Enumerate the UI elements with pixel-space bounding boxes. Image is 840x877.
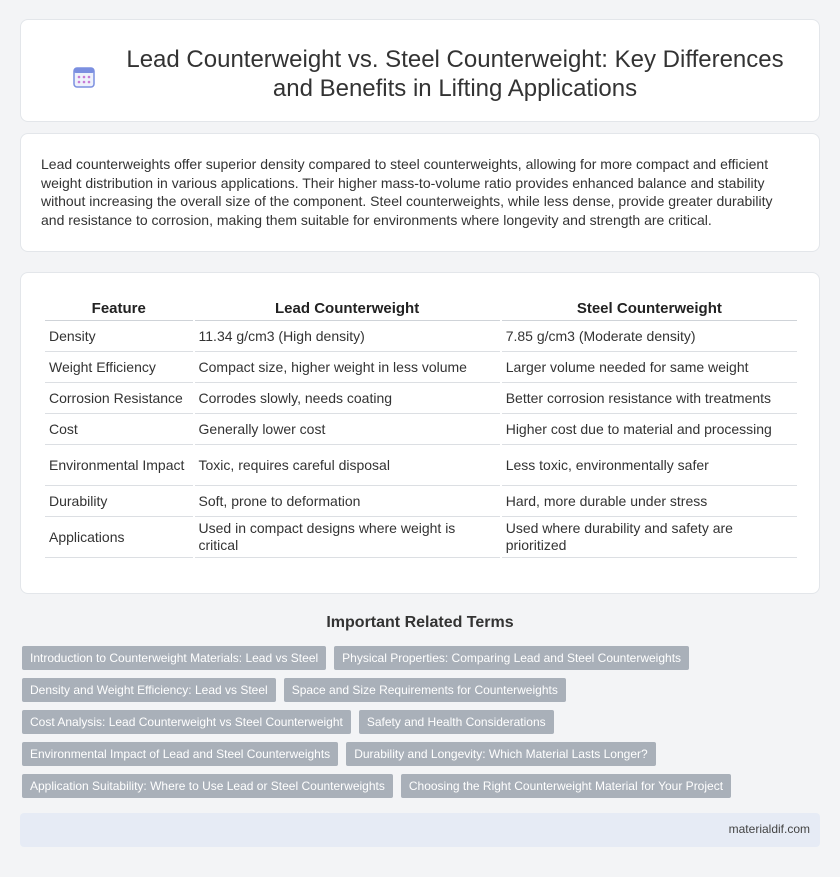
comparison-card [20,272,820,594]
related-term-link[interactable]: Safety and Health Considerations [359,710,554,734]
row-steel: Hard, more durable under stress [502,486,797,517]
calendar-icon [73,66,95,88]
header-lead: Lead Counterweight [195,297,500,321]
row-feature: Corrosion Resistance [45,383,193,414]
row-lead: Used in compact designs where weight is critical [195,517,500,558]
title-card [20,19,820,122]
row-feature: Applications [45,517,193,558]
related-terms-list [22,646,812,806]
intro-card [20,133,820,252]
row-lead: 11.34 g/cm3 (High density) [195,321,500,352]
row-steel: Higher cost due to material and processing [502,414,797,445]
row-lead: Compact size, higher weight in less volume [195,352,500,383]
row-feature: Weight Efficiency [45,352,193,383]
related-term-link[interactable]: Durability and Longevity: Which Material Lasts Longer? [346,742,655,766]
row-feature: Cost [45,414,193,445]
related-term-link[interactable]: Physical Properties: Comparing Lead and Steel Counterweights [334,646,689,670]
table-header-row [45,297,797,321]
comparison-table [43,297,799,558]
row-feature: Environmental Impact [45,445,193,486]
related-term-link[interactable]: Environmental Impact of Lead and Steel Counterweights [22,742,338,766]
table-row [45,414,797,445]
row-lead: Soft, prone to deformation [195,486,500,517]
table-row [45,445,797,486]
table-row [45,383,797,414]
row-steel: Better corrosion resistance with treatments [502,383,797,414]
table-row [45,321,797,352]
related-term-link[interactable]: Cost Analysis: Lead Counterweight vs Steel Counterweight [22,710,351,734]
row-lead: Toxic, requires careful disposal [195,445,500,486]
header-feature: Feature [45,297,193,321]
row-lead: Generally lower cost [195,414,500,445]
table-row [45,517,797,558]
related-terms-heading: Important Related Terms [326,614,514,631]
related-term-link[interactable]: Choosing the Right Counterweight Material for Your Project [401,774,731,798]
related-term-link[interactable]: Application Suitability: Where to Use Lead or Steel Counterweights [22,774,393,798]
row-feature: Density [45,321,193,352]
row-steel: Less toxic, environmentally safer [502,445,797,486]
row-steel: Used where durability and safety are prioritized [502,517,797,558]
footer-site-name: materialdif.com [728,822,810,836]
related-term-link[interactable]: Space and Size Requirements for Counterweights [284,678,566,702]
header-steel: Steel Counterweight [502,297,797,321]
intro-paragraph: Lead counterweights offer superior density compared to steel counterweights, allowing for more compact and efficient weight distribution in various applications. Their higher mass-to-volume ratio provides enhanced balance and stability without increasing the overall size of the component. Steel counterweights, while less dense, provide greater durability and resistance to corrosion, making them suitable for environments where longevity and strength are critical. [41,156,773,228]
row-lead: Corrodes slowly, needs coating [195,383,500,414]
footer [20,813,820,847]
table-row [45,352,797,383]
row-feature: Durability [45,486,193,517]
row-steel: 7.85 g/cm3 (Moderate density) [502,321,797,352]
table-row [45,486,797,517]
page-title: Lead Counterweight vs. Steel Counterweight: Key Differences and Benefits in Lifting Applications [126,46,784,102]
related-term-link[interactable]: Density and Weight Efficiency: Lead vs Steel [22,678,276,702]
row-steel: Larger volume needed for same weight [502,352,797,383]
related-term-link[interactable]: Introduction to Counterweight Materials: Lead vs Steel [22,646,326,670]
